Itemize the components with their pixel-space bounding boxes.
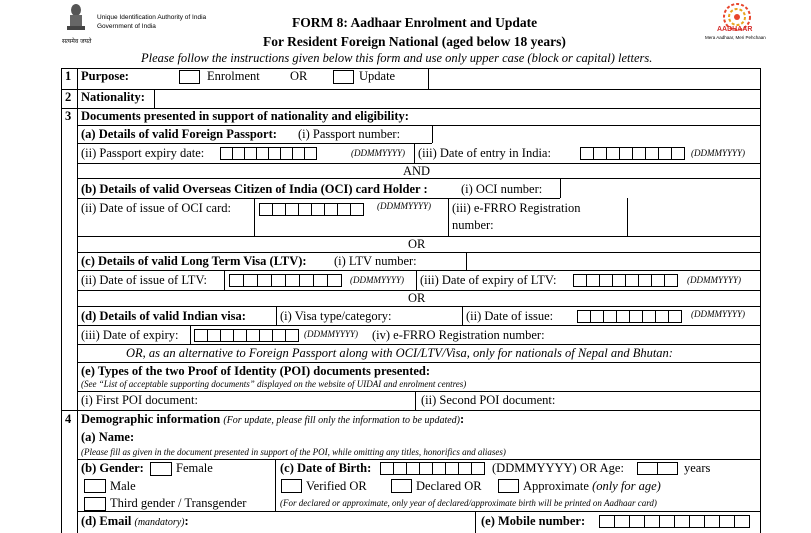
passport-expiry-date-boxes[interactable] (220, 147, 316, 160)
aadhaar-logo-text: AADHAAR (717, 26, 753, 33)
demographic-title-text: Demographic information (81, 412, 221, 426)
email-input[interactable] (200, 513, 472, 531)
mobile-boxes[interactable] (599, 515, 749, 528)
ltv-number-label: (i) LTV number: (334, 254, 417, 268)
approximate-checkbox[interactable] (498, 479, 519, 493)
date-format-hint: (DDMMYYYY) (351, 148, 406, 158)
oci-title: (b) Details of valid Overseas Citizen of India (OCI) card Holder : (81, 182, 428, 196)
visa-type-label: (i) Visa type/category: (280, 309, 392, 323)
entry-date-boxes[interactable] (580, 147, 684, 160)
mobile-label: (e) Mobile number: (481, 514, 586, 528)
date-format-hint: (DDMMYYYY) (377, 201, 432, 211)
efrro-label-line2: number: (452, 218, 494, 232)
approximate-note: (only for age) (592, 479, 661, 493)
visa-expiry-label: (iii) Date of expiry: (81, 328, 179, 342)
passport-title: (a) Details of valid Foreign Passport: (81, 127, 277, 141)
purpose-label: Purpose: (81, 69, 129, 83)
aadhaar-logo-tagline: Mera Aadhaar, Meri Pehchaan (705, 35, 766, 40)
age-boxes[interactable] (637, 462, 677, 475)
ltv-title: (c) Details of valid Long Term Visa (LTV): (81, 254, 307, 268)
verified-label: Verified OR (306, 479, 367, 493)
visa-efrro-label: (iv) e-FRRO Registration number: (372, 328, 545, 342)
visa-issue-label: (ii) Date of issue: (466, 309, 554, 323)
ltv-expiry-date-boxes[interactable] (573, 274, 677, 287)
emblem-icon (64, 2, 88, 36)
visa-expiry-date-boxes[interactable] (194, 329, 298, 342)
date-format-hint: (DDMMYYYY) (304, 329, 359, 339)
years-label: years (684, 461, 711, 475)
ltv-issue-date-boxes[interactable] (229, 274, 341, 287)
third-gender-label: Third gender / Transgender (110, 496, 247, 510)
or-separator: OR (408, 291, 426, 305)
form-title: FORM 8: Aadhaar Enrolment and Update (292, 15, 538, 30)
name-note: (Please fill as given in the document presented in support of the POI, while omitting any titles, honorifics and aliases) (81, 447, 506, 457)
approximate-text: Approximate (523, 479, 589, 493)
nepal-bhutan-note: OR, as an alternative to Foreign Passport along with OCI/LTV/Visa, only for nationals of Nepal and Bhutan: (126, 346, 673, 360)
ltv-expiry-label: (iii) Date of expiry of LTV: (420, 273, 557, 287)
row-number: 1 (65, 69, 72, 83)
male-label: Male (110, 479, 136, 493)
instruction-text: Please follow the instructions given below this form and use only upper case (block or capital) letters. (141, 51, 653, 65)
passport-number-label: (i) Passport number: (298, 127, 401, 141)
or-separator: OR (408, 237, 426, 251)
oci-issue-label: (ii) Date of issue of OCI card: (81, 201, 231, 215)
email-mandatory-note: (mandatory) (134, 517, 185, 528)
enrolment-checkbox[interactable] (179, 70, 200, 84)
nationality-label: Nationality: (81, 90, 145, 104)
oci-number-label: (i) OCI number: (461, 182, 543, 196)
or-label: OR (290, 69, 308, 83)
efrro-label-line1: (iii) e-FRRO Registration (452, 201, 581, 215)
demographic-note: (For update, please fill only the information to be updated) (223, 415, 460, 426)
demographic-colon: : (460, 412, 465, 426)
update-checkbox[interactable] (333, 70, 354, 84)
row-number: 2 (65, 90, 72, 104)
form-subtitle: For Resident Foreign National (aged below 18 years) (263, 34, 566, 49)
first-poi-label: (i) First POI document: (81, 393, 199, 407)
enrolment-label: Enrolment (207, 69, 260, 83)
demographic-title (81, 412, 464, 427)
second-poi-label: (ii) Second POI document: (421, 393, 556, 407)
dob-note: (For declared or approximate, only year of declared/approximate birth will be printed on Aadhaar card) (280, 498, 657, 508)
dob-label: (c) Date of Birth: (280, 461, 372, 475)
date-format-hint: (DDMMYYYY) (687, 275, 742, 285)
poi-title: (e) Types of the two Proof of Identity (POI) documents presented: (81, 364, 431, 378)
date-format-hint: (DDMMYYYY) (691, 148, 746, 158)
and-separator: AND (403, 164, 431, 178)
authority-line2: Government of India (97, 23, 156, 30)
poi-note: (See “List of acceptable supporting documents” displayed on the website of UIDAI and enrolment centres) (81, 379, 467, 389)
third-gender-checkbox[interactable] (84, 497, 106, 511)
female-checkbox[interactable] (150, 462, 172, 476)
row-number: 3 (65, 109, 72, 123)
declared-label: Declared OR (416, 479, 482, 493)
passport-expiry-label: (ii) Passport expiry date: (81, 146, 205, 160)
email-label-text: (d) Email (81, 514, 132, 528)
male-checkbox[interactable] (84, 479, 106, 493)
dob-format-age-label: (DDMMYYYY) OR Age: (492, 461, 624, 475)
visa-title: (d) Details of valid Indian visa: (81, 309, 246, 323)
ltv-issue-label: (ii) Date of issue of LTV: (81, 273, 208, 287)
nationality-input[interactable] (155, 90, 759, 107)
documents-title: Documents presented in support of nationality and eligibility: (81, 109, 409, 123)
entry-date-label: (iii) Date of entry in India: (418, 146, 551, 160)
emblem-caption: सत्यमेव जयते (62, 38, 92, 45)
female-label: Female (176, 461, 213, 475)
name-label: (a) Name: (81, 430, 135, 444)
oci-issue-date-boxes[interactable] (259, 203, 363, 216)
declared-checkbox[interactable] (391, 479, 412, 493)
gender-label: (b) Gender: (81, 461, 144, 475)
dob-boxes[interactable] (380, 462, 484, 475)
row-number: 4 (65, 412, 72, 426)
email-colon: : (184, 514, 189, 528)
visa-issue-date-boxes[interactable] (577, 310, 681, 323)
update-label: Update (359, 69, 396, 83)
date-format-hint: (DDMMYYYY) (350, 275, 405, 285)
authority-line1: Unique Identification Authority of India (97, 14, 207, 21)
approximate-label (523, 479, 661, 494)
date-format-hint: (DDMMYYYY) (691, 309, 746, 319)
email-label (81, 514, 189, 529)
verified-checkbox[interactable] (281, 479, 302, 493)
